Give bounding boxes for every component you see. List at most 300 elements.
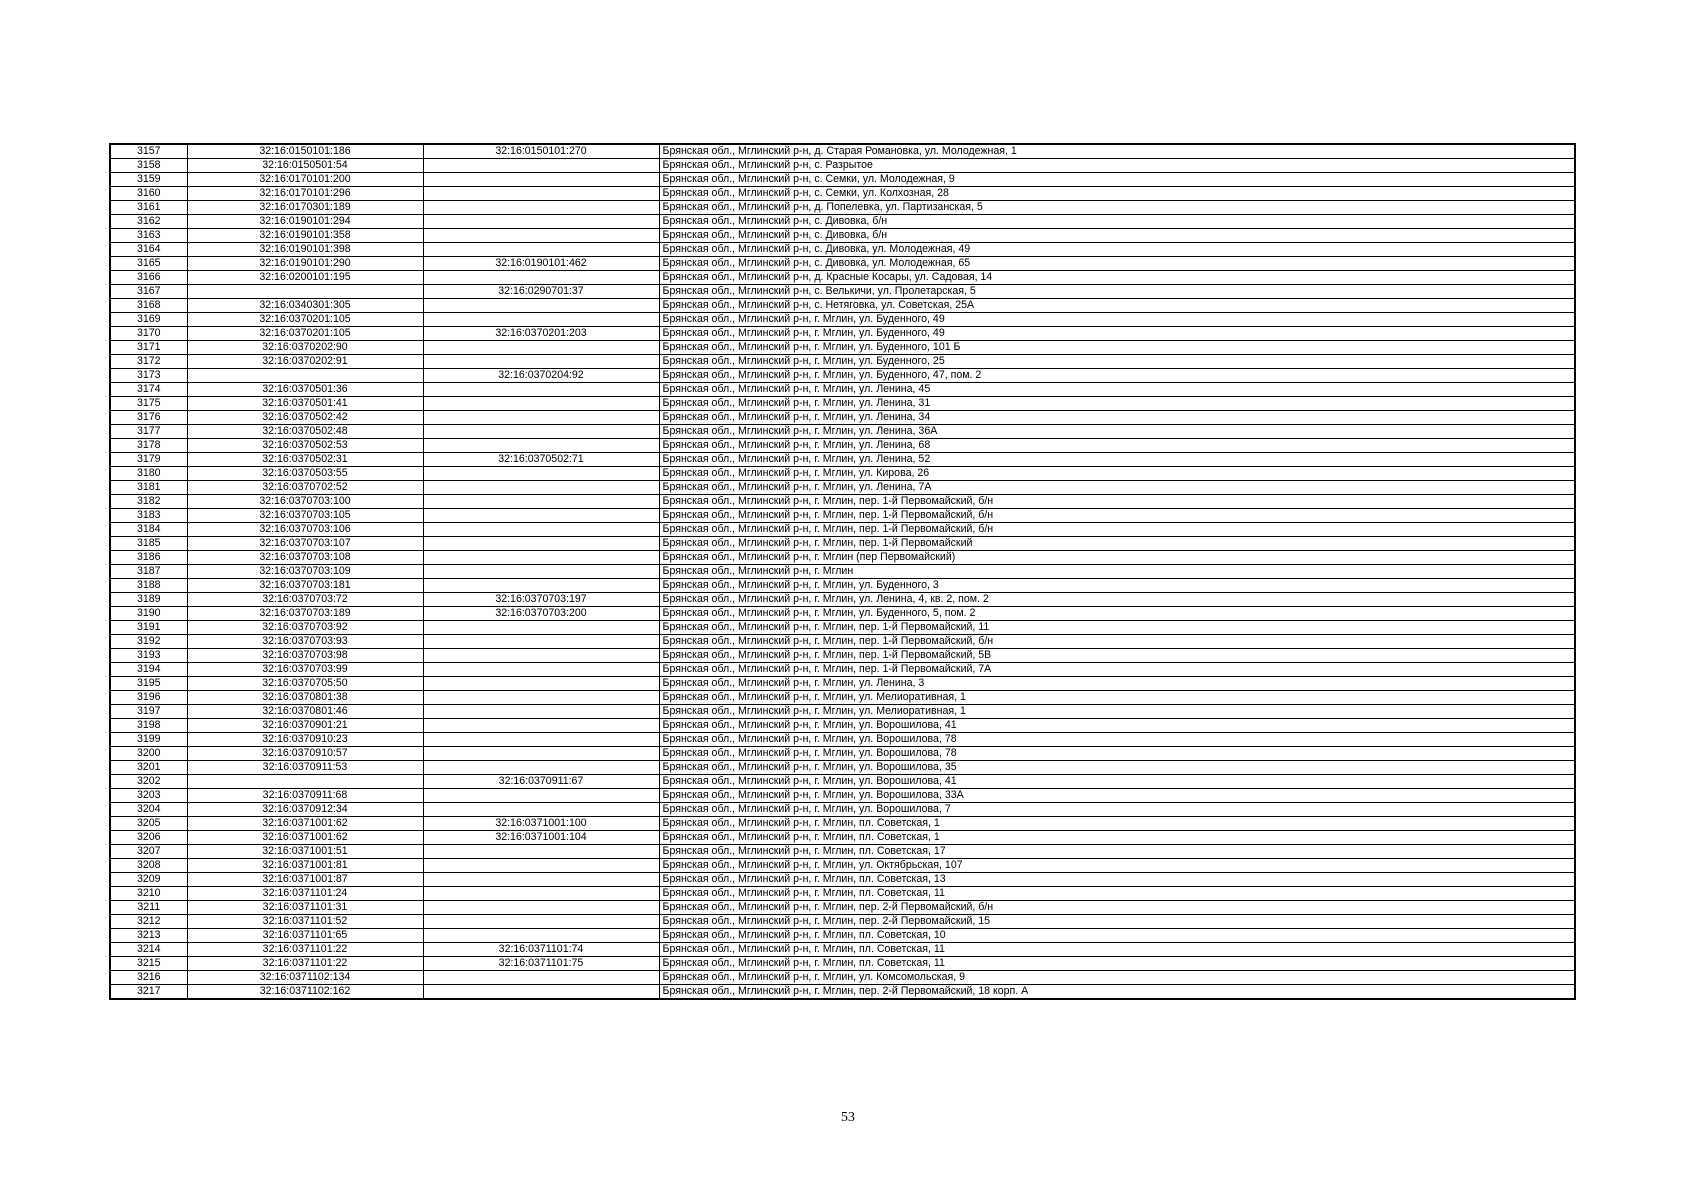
address-cell: Брянская обл., Мглинский р-н, г. Мглин, ул. Ворошилова, 41: [659, 719, 1575, 733]
table-row: [110, 943, 1575, 957]
row-number-cell: 3160: [110, 187, 187, 201]
new-cadastral-number-cell: [423, 579, 659, 593]
address-cell: Брянская обл., Мглинский р-н, г. Мглин, пл. Советская, 1: [659, 817, 1575, 831]
address-cell: Брянская обл., Мглинский р-н, г. Мглин, ул. Ворошилова, 35: [659, 761, 1575, 775]
new-cadastral-number-cell: 32:16:0150101:270: [423, 144, 659, 159]
new-cadastral-number-cell: [423, 859, 659, 873]
new-cadastral-number-cell: [423, 467, 659, 481]
new-cadastral-number-cell: [423, 411, 659, 425]
table-row: [110, 229, 1575, 243]
table-row: [110, 425, 1575, 439]
table-row: [110, 453, 1575, 467]
old-cadastral-number-cell: 32:16:0371001:62: [187, 831, 423, 845]
old-cadastral-number-cell: 32:16:0371001:51: [187, 845, 423, 859]
old-cadastral-number-cell: 32:16:0370501:36: [187, 383, 423, 397]
old-cadastral-number-cell: 32:16:0370703:72: [187, 593, 423, 607]
address-cell: Брянская обл., Мглинский р-н, г. Мглин, ул. Мелиоративная, 1: [659, 705, 1575, 719]
old-cadastral-number-cell: 32:16:0370202:90: [187, 341, 423, 355]
new-cadastral-number-cell: [423, 677, 659, 691]
table-row: [110, 481, 1575, 495]
old-cadastral-number-cell: 32:16:0371001:81: [187, 859, 423, 873]
table-row: [110, 187, 1575, 201]
new-cadastral-number-cell: [423, 341, 659, 355]
old-cadastral-number-cell: 32:16:0170101:296: [187, 187, 423, 201]
table-row: [110, 551, 1575, 565]
table-row: [110, 159, 1575, 173]
row-number-cell: 3195: [110, 677, 187, 691]
old-cadastral-number-cell: 32:16:0370705:50: [187, 677, 423, 691]
registry-table: [109, 143, 1576, 1000]
new-cadastral-number-cell: [423, 383, 659, 397]
new-cadastral-number-cell: 32:16:0370911:67: [423, 775, 659, 789]
row-number-cell: 3176: [110, 411, 187, 425]
new-cadastral-number-cell: [423, 985, 659, 1000]
address-cell: Брянская обл., Мглинский р-н, с. Нетяговка, ул. Советская, 25А: [659, 299, 1575, 313]
table-row: [110, 859, 1575, 873]
address-cell: Брянская обл., Мглинский р-н, г. Мглин, пл. Советская, 10: [659, 929, 1575, 943]
table-row: [110, 355, 1575, 369]
new-cadastral-number-cell: [423, 761, 659, 775]
new-cadastral-number-cell: [423, 425, 659, 439]
address-cell: Брянская обл., Мглинский р-н, г. Мглин, пер. 1-й Первомайский, б/н: [659, 523, 1575, 537]
address-cell: Брянская обл., Мглинский р-н, г. Мглин, ул. Ленина, 68: [659, 439, 1575, 453]
row-number-cell: 3190: [110, 607, 187, 621]
row-number-cell: 3166: [110, 271, 187, 285]
new-cadastral-number-cell: [423, 873, 659, 887]
address-cell: Брянская обл., Мглинский р-н, д. Старая Романовка, ул. Молодежная, 1: [659, 144, 1575, 159]
row-number-cell: 3211: [110, 901, 187, 915]
old-cadastral-number-cell: [187, 369, 423, 383]
new-cadastral-number-cell: 32:16:0370703:197: [423, 593, 659, 607]
old-cadastral-number-cell: 32:16:0371101:52: [187, 915, 423, 929]
page-number: 53: [841, 1110, 855, 1125]
old-cadastral-number-cell: 32:16:0370703:108: [187, 551, 423, 565]
row-number-cell: 3196: [110, 691, 187, 705]
table-row: [110, 397, 1575, 411]
table-row: [110, 299, 1575, 313]
address-cell: Брянская обл., Мглинский р-н, г. Мглин, пл. Советская, 17: [659, 845, 1575, 859]
address-cell: Брянская обл., Мглинский р-н, г. Мглин, пер. 1-й Первомайский, 5В: [659, 649, 1575, 663]
table-row: [110, 705, 1575, 719]
row-number-cell: 3216: [110, 971, 187, 985]
table-row: [110, 173, 1575, 187]
old-cadastral-number-cell: 32:16:0370502:48: [187, 425, 423, 439]
table-row: [110, 467, 1575, 481]
old-cadastral-number-cell: 32:16:0370703:107: [187, 537, 423, 551]
row-number-cell: 3182: [110, 495, 187, 509]
table-row: [110, 663, 1575, 677]
table-row: [110, 495, 1575, 509]
row-number-cell: 3200: [110, 747, 187, 761]
row-number-cell: 3192: [110, 635, 187, 649]
row-number-cell: 3208: [110, 859, 187, 873]
table-row: [110, 201, 1575, 215]
row-number-cell: 3171: [110, 341, 187, 355]
new-cadastral-number-cell: [423, 313, 659, 327]
address-cell: Брянская обл., Мглинский р-н, г. Мглин, ул. Кирова, 26: [659, 467, 1575, 481]
new-cadastral-number-cell: 32:16:0370703:200: [423, 607, 659, 621]
address-cell: Брянская обл., Мглинский р-н, г. Мглин, пер. 1-й Первомайский: [659, 537, 1575, 551]
old-cadastral-number-cell: 32:16:0370703:99: [187, 663, 423, 677]
table-row: [110, 593, 1575, 607]
old-cadastral-number-cell: 32:16:0370503:55: [187, 467, 423, 481]
address-cell: Брянская обл., Мглинский р-н, г. Мглин, пер. 1-й Первомайский, 7А: [659, 663, 1575, 677]
new-cadastral-number-cell: [423, 187, 659, 201]
new-cadastral-number-cell: [423, 495, 659, 509]
old-cadastral-number-cell: 32:16:0370702:52: [187, 481, 423, 495]
old-cadastral-number-cell: 32:16:0370502:31: [187, 453, 423, 467]
new-cadastral-number-cell: [423, 901, 659, 915]
row-number-cell: 3209: [110, 873, 187, 887]
new-cadastral-number-cell: [423, 509, 659, 523]
row-number-cell: 3187: [110, 565, 187, 579]
table-row: [110, 285, 1575, 299]
address-cell: Брянская обл., Мглинский р-н, с. Разрытое: [659, 159, 1575, 173]
new-cadastral-number-cell: [423, 229, 659, 243]
row-number-cell: 3177: [110, 425, 187, 439]
address-cell: Брянская обл., Мглинский р-н, г. Мглин, пл. Советская, 13: [659, 873, 1575, 887]
new-cadastral-number-cell: [423, 845, 659, 859]
new-cadastral-number-cell: [423, 691, 659, 705]
table-row: [110, 243, 1575, 257]
table-row: [110, 635, 1575, 649]
old-cadastral-number-cell: 32:16:0371001:87: [187, 873, 423, 887]
row-number-cell: 3164: [110, 243, 187, 257]
address-cell: Брянская обл., Мглинский р-н, с. Дивовка, ул. Молодежная, 65: [659, 257, 1575, 271]
address-cell: Брянская обл., Мглинский р-н, г. Мглин, ул. Буденного, 101 Б: [659, 341, 1575, 355]
address-cell: Брянская обл., Мглинский р-н, г. Мглин, пер. 1-й Первомайский, 11: [659, 621, 1575, 635]
table-row: [110, 803, 1575, 817]
new-cadastral-number-cell: [423, 439, 659, 453]
old-cadastral-number-cell: 32:16:0190101:398: [187, 243, 423, 257]
row-number-cell: 3163: [110, 229, 187, 243]
address-cell: Брянская обл., Мглинский р-н, г. Мглин, пер. 1-й Первомайский, б/н: [659, 635, 1575, 649]
old-cadastral-number-cell: 32:16:0190101:290: [187, 257, 423, 271]
new-cadastral-number-cell: 32:16:0370502:71: [423, 453, 659, 467]
row-number-cell: 3159: [110, 173, 187, 187]
address-cell: Брянская обл., Мглинский р-н, г. Мглин, ул. Буденного, 3: [659, 579, 1575, 593]
table-row: [110, 327, 1575, 341]
address-cell: Брянская обл., Мглинский р-н, г. Мглин, ул. Ленина, 36А: [659, 425, 1575, 439]
table-row: [110, 313, 1575, 327]
row-number-cell: 3168: [110, 299, 187, 313]
table-row: [110, 831, 1575, 845]
new-cadastral-number-cell: [423, 663, 659, 677]
old-cadastral-number-cell: 32:16:0370703:106: [187, 523, 423, 537]
old-cadastral-number-cell: 32:16:0370911:53: [187, 761, 423, 775]
address-cell: Брянская обл., Мглинский р-н, г. Мглин, ул. Мелиоративная, 1: [659, 691, 1575, 705]
table-row: [110, 369, 1575, 383]
row-number-cell: 3198: [110, 719, 187, 733]
new-cadastral-number-cell: [423, 551, 659, 565]
table-row: [110, 215, 1575, 229]
new-cadastral-number-cell: [423, 621, 659, 635]
old-cadastral-number-cell: 32:16:0190101:358: [187, 229, 423, 243]
old-cadastral-number-cell: 32:16:0370911:68: [187, 789, 423, 803]
registry-table-body: [110, 144, 1575, 999]
new-cadastral-number-cell: [423, 705, 659, 719]
address-cell: Брянская обл., Мглинский р-н, г. Мглин, ул. Ворошилова, 78: [659, 747, 1575, 761]
new-cadastral-number-cell: [423, 397, 659, 411]
address-cell: Брянская обл., Мглинский р-н, г. Мглин, ул. Буденного, 47, пом. 2: [659, 369, 1575, 383]
row-number-cell: 3189: [110, 593, 187, 607]
table-row: [110, 677, 1575, 691]
old-cadastral-number-cell: 32:16:0371102:134: [187, 971, 423, 985]
address-cell: Брянская обл., Мглинский р-н, г. Мглин, ул. Ленина, 4, кв. 2, пом. 2: [659, 593, 1575, 607]
new-cadastral-number-cell: [423, 481, 659, 495]
row-number-cell: 3183: [110, 509, 187, 523]
row-number-cell: 3180: [110, 467, 187, 481]
old-cadastral-number-cell: 32:16:0370201:105: [187, 313, 423, 327]
old-cadastral-number-cell: 32:16:0190101:294: [187, 215, 423, 229]
old-cadastral-number-cell: 32:16:0371102:162: [187, 985, 423, 1000]
address-cell: Брянская обл., Мглинский р-н, г. Мглин, пл. Советская, 1: [659, 831, 1575, 845]
old-cadastral-number-cell: 32:16:0371101:24: [187, 887, 423, 901]
address-cell: Брянская обл., Мглинский р-н, г. Мглин, ул. Ленина, 31: [659, 397, 1575, 411]
address-cell: Брянская обл., Мглинский р-н, г. Мглин, ул. Ленина, 34: [659, 411, 1575, 425]
old-cadastral-number-cell: 32:16:0370910:23: [187, 733, 423, 747]
table-row: [110, 775, 1575, 789]
row-number-cell: 3188: [110, 579, 187, 593]
new-cadastral-number-cell: 32:16:0371001:100: [423, 817, 659, 831]
new-cadastral-number-cell: [423, 915, 659, 929]
old-cadastral-number-cell: 32:16:0370801:46: [187, 705, 423, 719]
table-row: [110, 439, 1575, 453]
table-row: [110, 789, 1575, 803]
row-number-cell: 3193: [110, 649, 187, 663]
old-cadastral-number-cell: 32:16:0170301:189: [187, 201, 423, 215]
old-cadastral-number-cell: 32:16:0370910:57: [187, 747, 423, 761]
address-cell: Брянская обл., Мглинский р-н, г. Мглин, пер. 2-й Первомайский, 15: [659, 915, 1575, 929]
new-cadastral-number-cell: [423, 929, 659, 943]
table-row: [110, 845, 1575, 859]
old-cadastral-number-cell: 32:16:0170101:200: [187, 173, 423, 187]
new-cadastral-number-cell: [423, 733, 659, 747]
new-cadastral-number-cell: 32:16:0370201:203: [423, 327, 659, 341]
address-cell: Брянская обл., Мглинский р-н, г. Мглин: [659, 565, 1575, 579]
new-cadastral-number-cell: [423, 201, 659, 215]
address-cell: Брянская обл., Мглинский р-н, г. Мглин, пл. Советская, 11: [659, 887, 1575, 901]
old-cadastral-number-cell: 32:16:0370703:189: [187, 607, 423, 621]
row-number-cell: 3178: [110, 439, 187, 453]
old-cadastral-number-cell: 32:16:0371101:22: [187, 943, 423, 957]
table-row: [110, 957, 1575, 971]
row-number-cell: 3205: [110, 817, 187, 831]
old-cadastral-number-cell: 32:16:0370703:100: [187, 495, 423, 509]
new-cadastral-number-cell: [423, 537, 659, 551]
old-cadastral-number-cell: [187, 775, 423, 789]
address-cell: Брянская обл., Мглинский р-н, г. Мглин, ул. Буденного, 5, пом. 2: [659, 607, 1575, 621]
row-number-cell: 3197: [110, 705, 187, 719]
address-cell: Брянская обл., Мглинский р-н, г. Мглин, ул. Ленина, 45: [659, 383, 1575, 397]
old-cadastral-number-cell: 32:16:0371101:22: [187, 957, 423, 971]
new-cadastral-number-cell: [423, 523, 659, 537]
address-cell: Брянская обл., Мглинский р-н, с. Дивовка, ул. Молодежная, 49: [659, 243, 1575, 257]
row-number-cell: 3175: [110, 397, 187, 411]
new-cadastral-number-cell: [423, 159, 659, 173]
new-cadastral-number-cell: [423, 215, 659, 229]
table-row: [110, 537, 1575, 551]
row-number-cell: 3206: [110, 831, 187, 845]
table-row: [110, 901, 1575, 915]
old-cadastral-number-cell: 32:16:0200101:195: [187, 271, 423, 285]
row-number-cell: 3185: [110, 537, 187, 551]
new-cadastral-number-cell: 32:16:0371001:104: [423, 831, 659, 845]
old-cadastral-number-cell: 32:16:0370502:42: [187, 411, 423, 425]
address-cell: Брянская обл., Мглинский р-н, г. Мглин, пл. Советская, 11: [659, 943, 1575, 957]
new-cadastral-number-cell: [423, 649, 659, 663]
address-cell: Брянская обл., Мглинский р-н, д. Красные Косары, ул. Садовая, 14: [659, 271, 1575, 285]
new-cadastral-number-cell: [423, 565, 659, 579]
old-cadastral-number-cell: 32:16:0370703:109: [187, 565, 423, 579]
table-row: [110, 887, 1575, 901]
table-row: [110, 971, 1575, 985]
old-cadastral-number-cell: 32:16:0371101:31: [187, 901, 423, 915]
row-number-cell: 3201: [110, 761, 187, 775]
address-cell: Брянская обл., Мглинский р-н, г. Мглин, ул. Октябрьская, 107: [659, 859, 1575, 873]
address-cell: Брянская обл., Мглинский р-н, г. Мглин, ул. Ворошилова, 41: [659, 775, 1575, 789]
table-row: [110, 915, 1575, 929]
new-cadastral-number-cell: [423, 355, 659, 369]
table-row: [110, 733, 1575, 747]
row-number-cell: 3174: [110, 383, 187, 397]
new-cadastral-number-cell: [423, 789, 659, 803]
old-cadastral-number-cell: 32:16:0340301:305: [187, 299, 423, 313]
table-row: [110, 411, 1575, 425]
address-cell: Брянская обл., Мглинский р-н, г. Мглин, ул. Ленина, 3: [659, 677, 1575, 691]
new-cadastral-number-cell: [423, 747, 659, 761]
address-cell: Брянская обл., Мглинский р-н, г. Мглин, ул. Буденного, 49: [659, 327, 1575, 341]
address-cell: Брянская обл., Мглинский р-н, с. Дивовка, б/н: [659, 229, 1575, 243]
table-row: [110, 761, 1575, 775]
address-cell: Брянская обл., Мглинский р-н, с. Семки, ул. Колхозная, 28: [659, 187, 1575, 201]
registry-table-container: [109, 143, 1574, 1000]
row-number-cell: 3179: [110, 453, 187, 467]
row-number-cell: 3214: [110, 943, 187, 957]
old-cadastral-number-cell: 32:16:0370202:91: [187, 355, 423, 369]
old-cadastral-number-cell: 32:16:0150101:186: [187, 144, 423, 159]
address-cell: Брянская обл., Мглинский р-н, г. Мглин, пер. 2-й Первомайский, б/н: [659, 901, 1575, 915]
row-number-cell: 3215: [110, 957, 187, 971]
table-row: [110, 607, 1575, 621]
table-row: [110, 565, 1575, 579]
old-cadastral-number-cell: 32:16:0150501:54: [187, 159, 423, 173]
old-cadastral-number-cell: 32:16:0370501:41: [187, 397, 423, 411]
row-number-cell: 3165: [110, 257, 187, 271]
table-row: [110, 621, 1575, 635]
row-number-cell: 3207: [110, 845, 187, 859]
table-row: [110, 747, 1575, 761]
new-cadastral-number-cell: [423, 271, 659, 285]
new-cadastral-number-cell: 32:16:0190101:462: [423, 257, 659, 271]
address-cell: Брянская обл., Мглинский р-н, с. Дивовка, б/н: [659, 215, 1575, 229]
new-cadastral-number-cell: [423, 719, 659, 733]
new-cadastral-number-cell: 32:16:0371101:74: [423, 943, 659, 957]
new-cadastral-number-cell: [423, 887, 659, 901]
address-cell: Брянская обл., Мглинский р-н, д. Попелевка, ул. Партизанская, 5: [659, 201, 1575, 215]
table-row: [110, 817, 1575, 831]
row-number-cell: 3173: [110, 369, 187, 383]
old-cadastral-number-cell: 32:16:0370912:34: [187, 803, 423, 817]
table-row: [110, 383, 1575, 397]
address-cell: Брянская обл., Мглинский р-н, г. Мглин, пл. Советская, 11: [659, 957, 1575, 971]
address-cell: Брянская обл., Мглинский р-н, с. Семки, ул. Молодежная, 9: [659, 173, 1575, 187]
new-cadastral-number-cell: [423, 173, 659, 187]
table-row: [110, 985, 1575, 1000]
table-row: [110, 929, 1575, 943]
old-cadastral-number-cell: 32:16:0370703:98: [187, 649, 423, 663]
new-cadastral-number-cell: 32:16:0370204:92: [423, 369, 659, 383]
new-cadastral-number-cell: [423, 635, 659, 649]
row-number-cell: 3204: [110, 803, 187, 817]
new-cadastral-number-cell: 32:16:0371101:75: [423, 957, 659, 971]
old-cadastral-number-cell: 32:16:0370703:105: [187, 509, 423, 523]
table-row: [110, 691, 1575, 705]
row-number-cell: 3162: [110, 215, 187, 229]
table-row: [110, 523, 1575, 537]
row-number-cell: 3194: [110, 663, 187, 677]
new-cadastral-number-cell: [423, 803, 659, 817]
old-cadastral-number-cell: 32:16:0370703:92: [187, 621, 423, 635]
row-number-cell: 3157: [110, 144, 187, 159]
row-number-cell: 3158: [110, 159, 187, 173]
new-cadastral-number-cell: [423, 971, 659, 985]
row-number-cell: 3184: [110, 523, 187, 537]
old-cadastral-number-cell: 32:16:0370201:105: [187, 327, 423, 341]
row-number-cell: 3170: [110, 327, 187, 341]
row-number-cell: 3203: [110, 789, 187, 803]
old-cadastral-number-cell: 32:16:0370703:181: [187, 579, 423, 593]
row-number-cell: 3202: [110, 775, 187, 789]
table-row: [110, 257, 1575, 271]
old-cadastral-number-cell: 32:16:0370801:38: [187, 691, 423, 705]
row-number-cell: 3172: [110, 355, 187, 369]
address-cell: Брянская обл., Мглинский р-н, г. Мглин, ул. Ленина, 52: [659, 453, 1575, 467]
table-row: [110, 719, 1575, 733]
row-number-cell: 3212: [110, 915, 187, 929]
table-row: [110, 341, 1575, 355]
table-row: [110, 509, 1575, 523]
row-number-cell: 3210: [110, 887, 187, 901]
old-cadastral-number-cell: 32:16:0371101:65: [187, 929, 423, 943]
address-cell: Брянская обл., Мглинский р-н, г. Мглин (пер Первомайский): [659, 551, 1575, 565]
address-cell: Брянская обл., Мглинский р-н, г. Мглин, пер. 1-й Первомайский, б/н: [659, 509, 1575, 523]
row-number-cell: 3191: [110, 621, 187, 635]
row-number-cell: 3169: [110, 313, 187, 327]
table-row: [110, 579, 1575, 593]
row-number-cell: 3217: [110, 985, 187, 1000]
row-number-cell: 3167: [110, 285, 187, 299]
address-cell: Брянская обл., Мглинский р-н, г. Мглин, ул. Ленина, 7А: [659, 481, 1575, 495]
old-cadastral-number-cell: 32:16:0370703:93: [187, 635, 423, 649]
old-cadastral-number-cell: 32:16:0370901:21: [187, 719, 423, 733]
address-cell: Брянская обл., Мглинский р-н, г. Мглин, ул. Ворошилова, 78: [659, 733, 1575, 747]
table-row: [110, 649, 1575, 663]
table-row: [110, 144, 1575, 159]
address-cell: Брянская обл., Мглинский р-н, г. Мглин, ул. Буденного, 49: [659, 313, 1575, 327]
row-number-cell: 3186: [110, 551, 187, 565]
row-number-cell: 3181: [110, 481, 187, 495]
address-cell: Брянская обл., Мглинский р-н, г. Мглин, ул. Ворошилова, 7: [659, 803, 1575, 817]
address-cell: Брянская обл., Мглинский р-н, с. Велькичи, ул. Пролетарская, 5: [659, 285, 1575, 299]
old-cadastral-number-cell: [187, 285, 423, 299]
address-cell: Брянская обл., Мглинский р-н, г. Мглин, ул. Буденного, 25: [659, 355, 1575, 369]
address-cell: Брянская обл., Мглинский р-н, г. Мглин, ул. Комсомольская, 9: [659, 971, 1575, 985]
row-number-cell: 3213: [110, 929, 187, 943]
new-cadastral-number-cell: [423, 299, 659, 313]
old-cadastral-number-cell: 32:16:0371001:62: [187, 817, 423, 831]
table-row: [110, 271, 1575, 285]
